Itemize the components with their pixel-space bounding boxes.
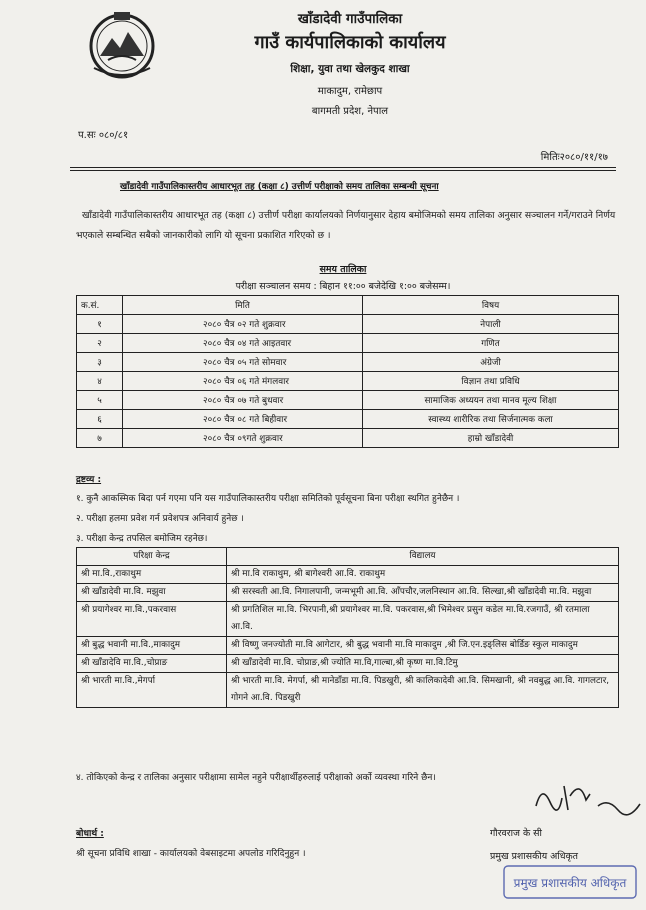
municipality-name: खाँडादेवी गाउँपालिका	[297, 11, 403, 27]
center-cell: श्री मा.वि.,राकाथुम	[77, 566, 227, 584]
table-row	[77, 429, 619, 448]
note-item: ३. परीक्षा केन्द्र तपसिल बमोजिम रहनेछ।	[76, 534, 208, 544]
table-row	[77, 410, 619, 429]
date-cell: २०८० चैत्र ०२ गते शुक्रवार	[123, 315, 363, 334]
schools-cell: श्री खाँडादेवी मा.वि. चोप्राङ,श्री ज्योति मा.वि,गाल्बा,श्री कृष्ण मा.वि.टिमु	[227, 655, 619, 673]
notes-title: द्रष्टव्य :	[76, 475, 102, 485]
header-divider	[70, 170, 616, 171]
schools-cell: श्री प्रगतिशिल मा.वि. भिरपानी,श्री प्रयागेश्वर मा.वि. पकरवास,श्री भिमेश्वर प्रसुन कडेल मा.वि.रजगाउँ, श्री रतमाला आ.वि.	[227, 602, 619, 637]
table-row	[77, 353, 619, 372]
timetable-title: समय तालिका	[319, 264, 367, 275]
column-header: विषय	[363, 296, 619, 315]
column-header: क.सं.	[77, 296, 123, 315]
office-place: माकादुम, रामेछाप	[317, 86, 383, 97]
note-item: ४. तोकिएको केन्द्र र तालिका अनुसार परीक्षामा सामेल नहुने परीक्षार्थीहरुलाई परीक्षाको अर्को व्यवस्था गरिने छैन।	[76, 773, 436, 783]
subject-cell: विज्ञान तथा प्रविधि	[363, 372, 619, 391]
date-cell: २०८० चैत्र ०५ गते सोमवार	[123, 353, 363, 372]
bodhartha-label: बोधार्थ :	[76, 829, 104, 839]
subject-cell: अंग्रेजी	[363, 353, 619, 372]
signatory-name: गौरवराज के सी	[490, 828, 542, 839]
table-row	[77, 655, 619, 673]
office-name: गाउँ कार्यपालिकाको कार्यालय	[254, 32, 446, 53]
serial-cell: ७	[77, 429, 123, 448]
serial-cell: ३	[77, 353, 123, 372]
svg-text:प्रमुख प्रशासकीय अधिकृत: प्रमुख प्रशासकीय अधिकृत	[513, 876, 627, 890]
note-item: २. परीक्षा हलमा प्रवेश गर्न प्रवेशपत्र अनिवार्य हुनेछ ।	[76, 514, 244, 524]
date-cell: २०८० चैत्र ०७ गते बुधवार	[123, 391, 363, 410]
serial-cell: २	[77, 334, 123, 353]
serial-cell: १	[77, 315, 123, 334]
table-row	[77, 637, 619, 655]
subject-cell: सामाजिक अध्ययन तथा मानव मूल्य शिक्षा	[363, 391, 619, 410]
column-header: परिक्षा केन्द्र	[77, 548, 227, 566]
subject-cell: गणित	[363, 334, 619, 353]
table-row	[77, 584, 619, 602]
serial-cell: ४	[77, 372, 123, 391]
signatory-title: प्रमुख प्रशासकीय अधिकृत	[490, 851, 579, 862]
table-row	[77, 602, 619, 637]
intro-paragraph: खाँडादेवी गाउँपालिकास्तरीय आधारभूत तह (कक्षा ८) उत्तीर्ण परीक्षा कार्यालयको निर्णयानुसार देहाय बमोजिमको समय तालिका अनुसार सञ्चालन गर्ने/गराउने निर्णय भएकाले सम्बन्धित सबैको जानकारीको लागि यो सूचना प्रकाशित गरिएको छ ।	[76, 210, 616, 241]
section-name: शिक्षा, युवा तथा खेलकुद शाखा	[290, 63, 410, 75]
schools-cell: श्री विष्णु जनज्योती मा.वि आगेटार, श्री बुद्ध भवानी मा.वि माकादुम ,श्री जि.एन.इङ्लिस बोर्डिङ स्कुल माकादुम	[227, 637, 619, 655]
exam-time: परीक्षा सञ्चालन समय : बिहान ११:०० बजेदेखि १:०० बजेसम्म।	[235, 281, 451, 292]
table-row	[77, 673, 619, 708]
table-row	[77, 566, 619, 584]
notice-date: मितिः२०८०/११/१७	[540, 152, 608, 163]
exam-schedule-table	[76, 295, 619, 448]
official-stamp	[500, 840, 640, 902]
date-cell: २०८० चैत्र ०४ गते आइतवार	[123, 334, 363, 353]
province-name: बागमती प्रदेश, नेपाल	[311, 106, 389, 117]
notice-subject: खाँडादेवी गाउँपालिकास्तरीय आधारभूत तह (कक्षा ८) उत्तीर्ण परीक्षाको समय तालिका सम्बन्धी सूचना	[120, 182, 439, 192]
center-cell: श्री खाँडादेवी मा.वि. मझुवा	[77, 584, 227, 602]
reference-number: प.सः ०८०/८१	[78, 130, 129, 141]
column-header: मिति	[123, 296, 363, 315]
note-item: १. कुनै आकस्मिक बिदा पर्न गएमा पनि यस गाउँपालिकास्तरीय परीक्षा समितिको पूर्वसूचना बिना परीक्षा स्थगित हुनेछैन ।	[76, 494, 460, 504]
column-header: विद्यालय	[227, 548, 619, 566]
table-header-row	[77, 548, 619, 566]
header-divider	[70, 167, 616, 168]
subject-cell: स्वास्थ्य शारीरिक तथा सिर्जनात्मक कला	[363, 410, 619, 429]
bodhartha-text: श्री सूचना प्रविधि शाखा - कार्यालयको वेबसाइटमा अपलोड गरिदिनुहुन ।	[76, 849, 306, 859]
schools-cell: श्री सरस्वती आ.वि. निगालपानी, जन्मभूमी आ.वि. आँपचौर,जलनिस्थान आ.वि. सिल्खा,श्री खाँडादेवी मा.वि. मझुवा	[227, 584, 619, 602]
serial-cell: ५	[77, 391, 123, 410]
table-row	[77, 334, 619, 353]
schools-cell: श्री मा.वि राकाथुम, श्री बागेश्वरी आ.वि. राकाथुम	[227, 566, 619, 584]
date-cell: २०८० चैत्र ०८ गते बिहीवार	[123, 410, 363, 429]
date-cell: २०८० चैत्र ०६ गते मंगलवार	[123, 372, 363, 391]
center-cell: श्री बुद्ध भवानी मा.वि.,माकादुम	[77, 637, 227, 655]
table-row	[77, 391, 619, 410]
schools-cell: श्री भारती मा.वि. मेगर्पा, श्री मानेडाँडा मा.वि. पिडखुरी, श्री कालिकादेवी आ.वि. सिमखानी, श्री नवबुद्ध आ.वि. गागलटार, गोगने आ.वि. पिडखुरी	[227, 673, 619, 708]
exam-centers-table	[76, 547, 619, 708]
serial-cell: ६	[77, 410, 123, 429]
table-row	[77, 315, 619, 334]
subject-cell: नेपाली	[363, 315, 619, 334]
table-row	[77, 372, 619, 391]
date-cell: २०८० चैत्र ०९गते शुक्रवार	[123, 429, 363, 448]
center-cell: श्री प्रयागेश्वर मा.वि.,पकरवास	[77, 602, 227, 637]
signature	[528, 776, 644, 826]
subject-cell: हाम्रो खाँडादेवी	[363, 429, 619, 448]
center-cell: श्री खाँडादेवि मा.वि.,चोप्राङ	[77, 655, 227, 673]
center-cell: श्री भारती मा.वि.,मेगर्पा	[77, 673, 227, 708]
table-header-row	[77, 296, 619, 315]
